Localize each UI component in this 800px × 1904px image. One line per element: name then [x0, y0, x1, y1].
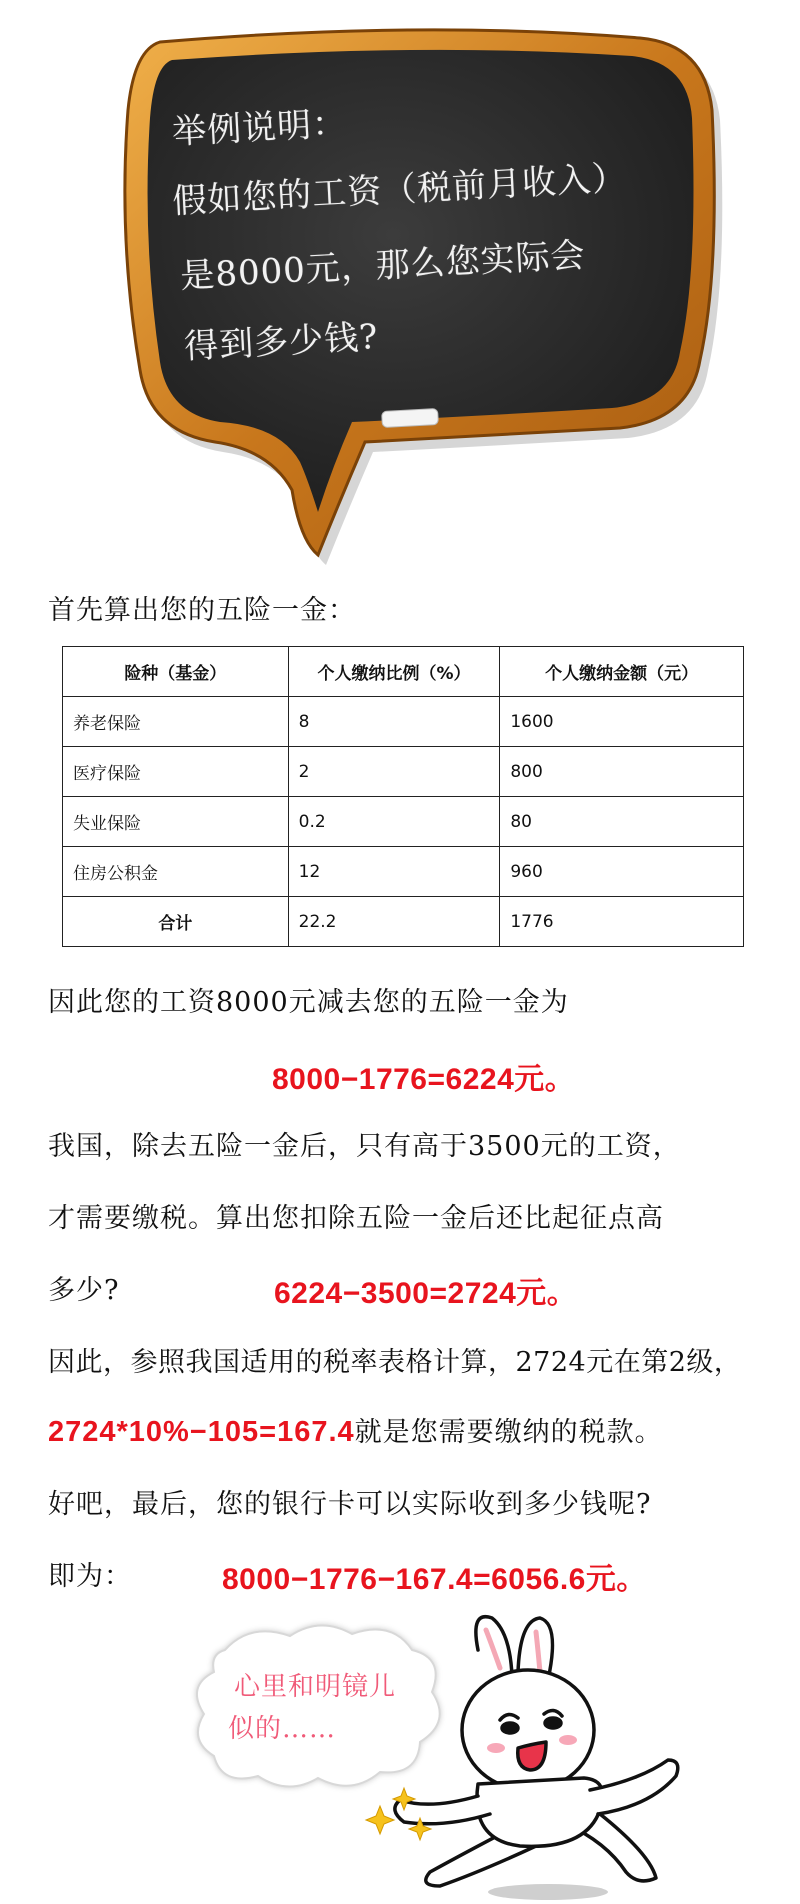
table-header: 险种（基金）	[63, 647, 289, 697]
text-line-5: 因此，参照我国适用的税率表格计算，2724元在第2级，	[48, 1347, 742, 1378]
table-cell: 医疗保险	[63, 747, 289, 797]
equation-2: 6224−3500=2724元。	[274, 1277, 578, 1310]
thought-cloud	[197, 1625, 440, 1786]
table-header: 个人缴纳比例（%）	[288, 647, 500, 697]
table-cell: 0.2	[288, 797, 500, 847]
equation-1: 8000−1776=6224元。	[272, 1063, 576, 1096]
table-cell: 80	[500, 797, 744, 847]
table-header-row	[63, 647, 744, 697]
equation-4: 8000−1776−167.4=6056.6元。	[222, 1563, 647, 1596]
table-cell: 800	[500, 747, 744, 797]
bunny-mascot	[395, 1617, 678, 1886]
text-line-8-prefix: 即为：	[48, 1561, 132, 1592]
table-cell: 1776	[500, 897, 744, 947]
table-total-row	[63, 897, 744, 947]
table-row	[63, 797, 744, 847]
text-line-6	[48, 1410, 663, 1449]
table-header: 个人缴纳金额（元）	[500, 647, 744, 697]
equation-3: 2724*10%−105=167.4	[48, 1416, 355, 1448]
cloud-text-line-2: 似的……	[228, 1714, 337, 1744]
text-line-6-suffix: 就是您需要缴纳的税款。	[354, 1417, 663, 1448]
table-cell: 960	[500, 847, 744, 897]
table-cell: 1600	[500, 697, 744, 747]
table-cell: 失业保险	[63, 797, 289, 847]
board-line-4: 得到多少钱?	[183, 316, 380, 368]
table-cell: 住房公积金	[63, 847, 289, 897]
text-line-2: 我国，除去五险一金后，只有高于3500元的工资，	[48, 1131, 681, 1162]
table-cell: 8	[288, 697, 500, 747]
board-line-2: 假如您的工资（税前月收入）	[171, 158, 628, 222]
text-line-3: 才需要缴税。算出您扣除五险一金后还比起征点高	[48, 1203, 664, 1234]
table-cell-total-label: 合计	[63, 897, 289, 947]
chalk-piece	[382, 409, 439, 428]
text-line-4: 多少?	[48, 1275, 120, 1306]
table-cell: 22.2	[288, 897, 500, 947]
section-heading: 首先算出您的五险一金：	[48, 595, 356, 626]
table-row	[63, 747, 744, 797]
text-line-7: 好吧，最后，您的银行卡可以实际收到多少钱呢?	[48, 1489, 652, 1520]
table-row	[63, 697, 744, 747]
cloud-text-line-1: 心里和明镜儿	[234, 1672, 397, 1702]
board-line-1: 举例说明：	[171, 103, 349, 153]
text-line-1: 因此您的工资8000元减去您的五险一金为	[48, 987, 569, 1018]
table-cell: 养老保险	[63, 697, 289, 747]
board-line-3: 是8000元，那么您实际会	[179, 235, 587, 297]
bottom-illustration	[0, 1610, 800, 1904]
table-row	[63, 847, 744, 897]
table-cell: 12	[288, 847, 500, 897]
insurance-table	[62, 646, 744, 947]
blackboard-speech-bubble	[0, 0, 800, 580]
table-cell: 2	[288, 747, 500, 797]
